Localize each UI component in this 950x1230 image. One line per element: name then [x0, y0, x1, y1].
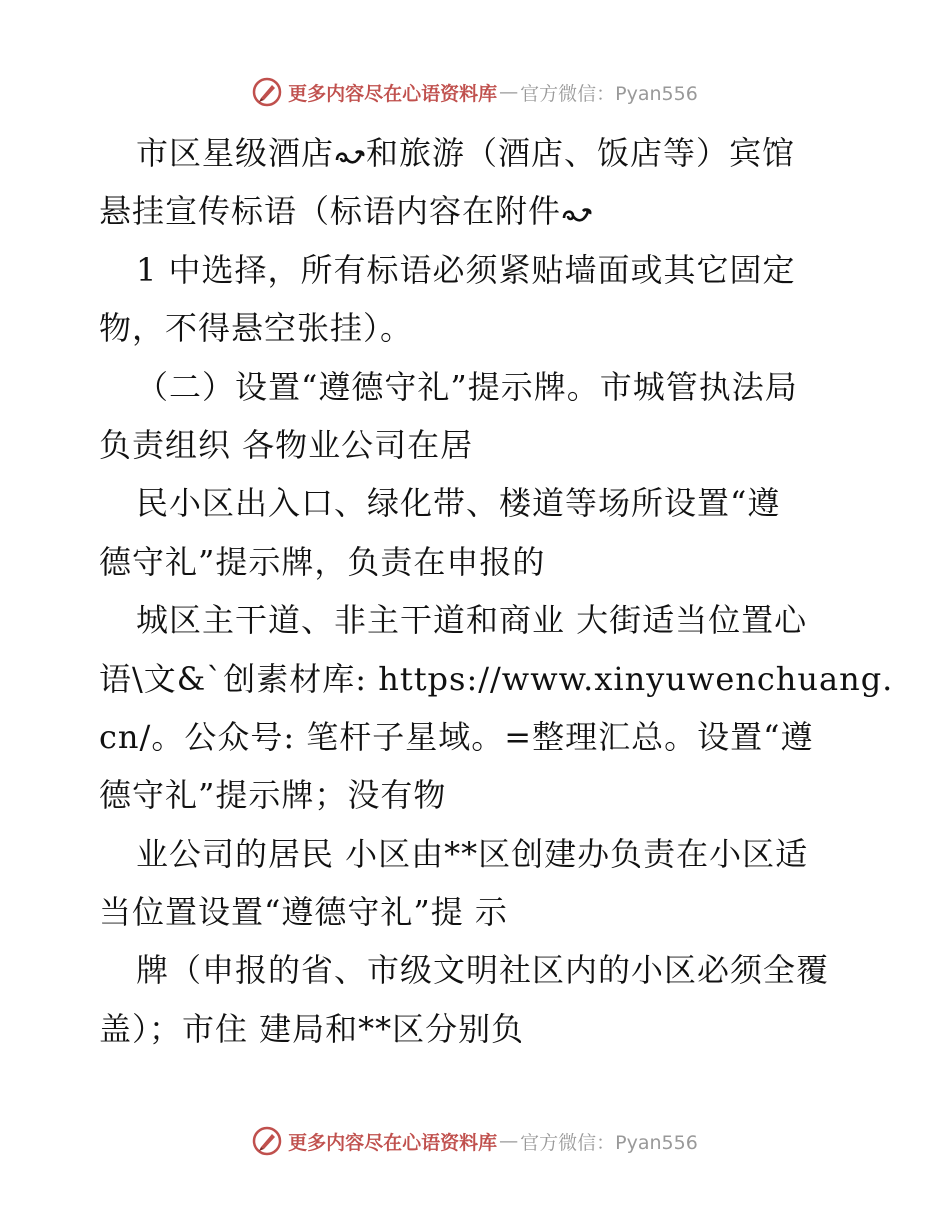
- banner-main-text: 更多内容尽在心语资料库: [288, 82, 498, 105]
- text-line: （二）设置“遵德守礼”提示牌。市城管执法局: [136, 367, 798, 406]
- ornament-glyph-icon: [561, 202, 593, 226]
- text-line: 当位置设置“遵德守礼”提 示: [99, 893, 508, 932]
- footer-banner: [0, 1121, 950, 1161]
- document-body: [99, 124, 894, 1058]
- text-line: 语\文&`创素材库: https://www.xinyuwenchuang.: [99, 659, 894, 698]
- text-line: 盖）；市住 建局和**区分别负: [99, 1009, 525, 1048]
- text-line: 牌（申报的省、市级文明社区内的小区必须全覆: [136, 951, 830, 990]
- text-line: 物，不得悬空张挂）。: [99, 309, 414, 348]
- text-line: 1 中选择，所有标语必须紧贴墙面或其它固定: [136, 250, 796, 289]
- text-line: 悬挂宣传标语（标语内容在附件: [99, 182, 859, 240]
- text-line: 德守礼”提示牌，负责在申报的: [99, 542, 546, 581]
- pen-logo-icon: [252, 1126, 282, 1156]
- ornament-glyph-icon: [334, 144, 366, 168]
- pen-logo-icon: [252, 77, 282, 107]
- banner-wechat-text: 官方微信：Pyan556: [520, 82, 698, 105]
- banner-main-text: 更多内容尽在心语资料库: [288, 1131, 498, 1154]
- text-line: 市区星级酒店 和旅游（酒店、饭店等）宾馆: [136, 134, 796, 172]
- banner-dash: —: [499, 81, 519, 103]
- text-line: 业公司的居民 小区由**区创建办负责在小区适: [136, 834, 809, 873]
- text-line: 负责组织 各物业公司在居: [99, 425, 474, 464]
- text-line: 城区主干道、非主干道和商业 大街适当位置心: [136, 601, 808, 640]
- banner-dash: —: [499, 1130, 519, 1152]
- text-line: cn/。公众号: 笔杆子星域。=整理汇总。设置“遵: [99, 717, 814, 756]
- header-banner: [0, 72, 950, 112]
- text-line: 德守礼”提示牌；没有物: [99, 776, 447, 815]
- text-line: 民小区出入口、绿化带、楼道等场所设置“遵: [136, 484, 781, 523]
- banner-wechat-text: 官方微信：Pyan556: [520, 1131, 698, 1154]
